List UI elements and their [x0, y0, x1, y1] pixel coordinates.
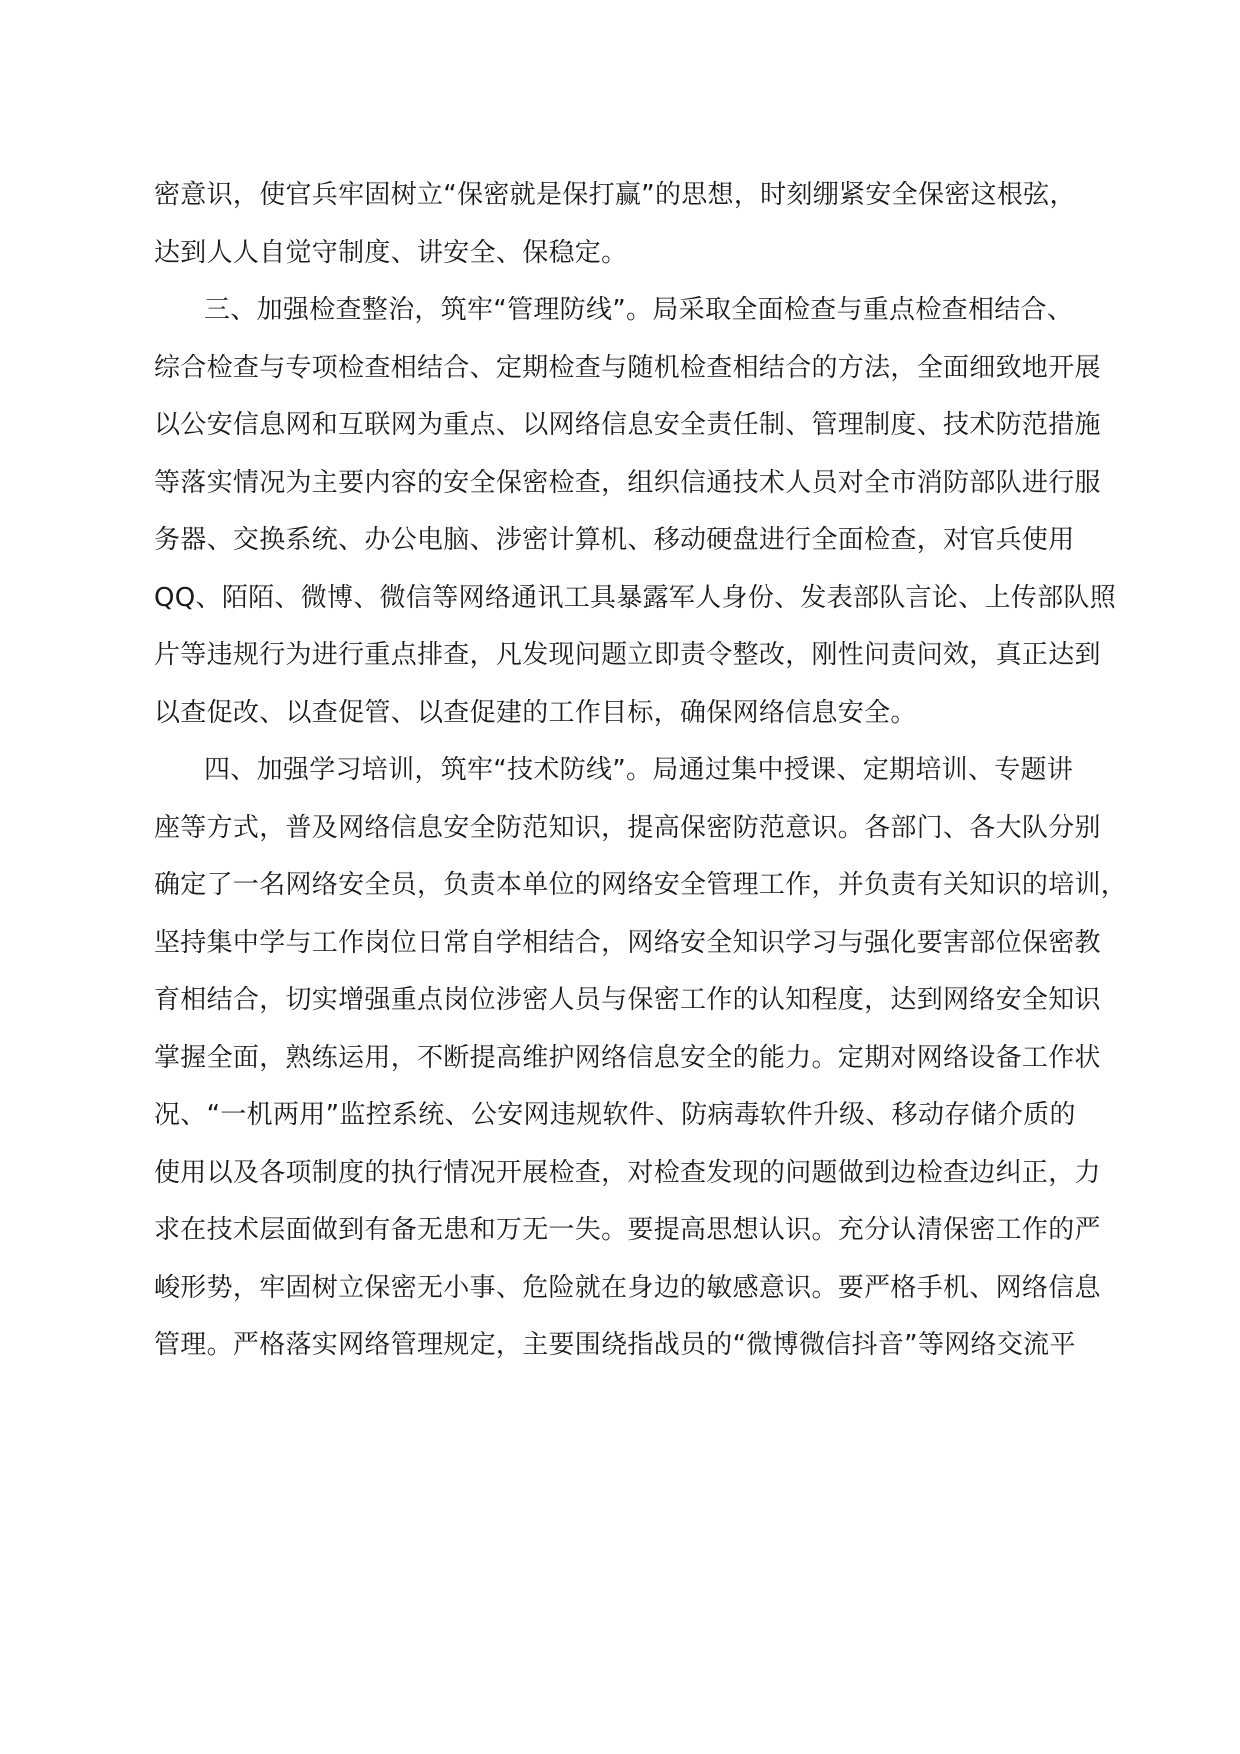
paragraph-four-heading-line: 四、加强学习培训，筑牢“技术防线”。局通过集中授课、定期培训、专题讲: [204, 755, 1074, 785]
text-line: 峻形势，牢固树立保密无小事、危险就在身边的敏感意识。要严格手机、网络信息: [154, 1273, 1101, 1303]
text-line: 掌握全面，熟练运用，不断提高维护网络信息安全的能力。定期对网络设备工作状: [154, 1043, 1101, 1073]
text-line: 育相结合，切实增强重点岗位涉密人员与保密工作的认知程度，达到网络安全知识: [154, 985, 1101, 1015]
text-line: 等落实情况为主要内容的安全保密检查，组织信通技术人员对全市消防部队进行服: [154, 468, 1101, 498]
text-line: 综合检查与专项检查相结合、定期检查与随机检查相结合的方法，全面细致地开展: [154, 353, 1101, 383]
text-line: 使用以及各项制度的执行情况开展检查，对检查发现的问题做到边检查边纠正，力: [154, 1158, 1101, 1188]
text-line: 以公安信息网和互联网为重点、以网络信息安全责任制、管理制度、技术防范措施: [154, 410, 1101, 440]
text-line: 密意识，使官兵牢固树立“保密就是保打赢”的思想，时刻绷紧安全保密这根弦，: [154, 180, 1076, 210]
text-line: 求在技术层面做到有备无患和万无一失。要提高思想认识。充分认清保密工作的严: [154, 1215, 1101, 1245]
text-line: 片等违规行为进行重点排查，凡发现问题立即责令整改，刚性问责问效，真正达到: [154, 640, 1101, 670]
paragraph-three-heading-line: 三、加强检查整治，筑牢“管理防线”。局采取全面检查与重点检查相结合、: [204, 295, 1074, 325]
text-line: 务器、交换系统、办公电脑、涉密计算机、移动硬盘进行全面检查，对官兵使用: [154, 525, 1075, 555]
text-line: 座等方式，普及网络信息安全防范知识，提高保密防范意识。各部门、各大队分别: [154, 813, 1101, 843]
text-line: 达到人人自觉守制度、讲安全、保稳定。: [154, 238, 628, 268]
text-line: QQ、陌陌、微博、微信等网络通讯工具暴露军人身份、发表部队言论、上传部队照: [154, 583, 1117, 613]
text-line: 以查促改、以查促管、以查促建的工作目标，确保网络信息安全。: [154, 698, 917, 728]
text-line: 况、“一机两用”监控系统、公安网违规软件、防病毒软件升级、移动存储介质的: [154, 1100, 1076, 1130]
text-line: 坚持集中学与工作岗位日常自学相结合，网络安全知识学习与强化要害部位保密教: [154, 928, 1101, 958]
text-line: 管理。严格落实网络管理规定，主要围绕指战员的“微博微信抖音”等网络交流平: [154, 1330, 1076, 1360]
text-line: 确定了一名网络安全员，负责本单位的网络安全管理工作，并负责有关知识的培训，: [154, 870, 1128, 900]
